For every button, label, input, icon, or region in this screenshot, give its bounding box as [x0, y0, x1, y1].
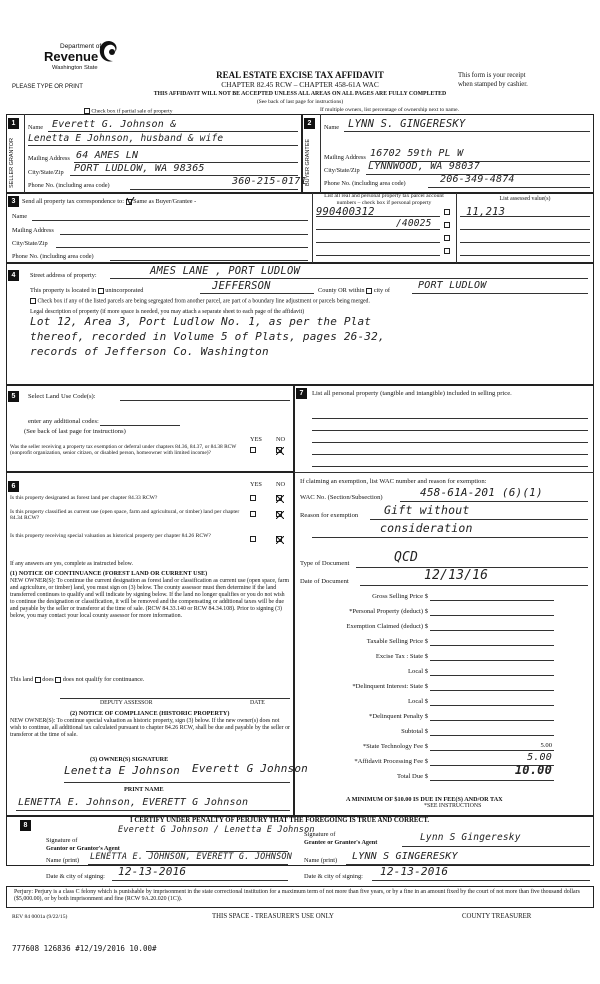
- buyer-name-label: Name: [324, 124, 340, 131]
- seller-name-value[interactable]: Everett G. Johnson &: [52, 119, 177, 130]
- legal-line3[interactable]: records of Jefferson Co. Washington: [30, 345, 269, 358]
- street-label: Street address of property:: [30, 272, 97, 279]
- grantor-date-rule: [112, 880, 288, 881]
- claim-label: If claiming an exemption, list WAC number and reason for exemption:: [300, 478, 487, 485]
- see-back-header: (See back of last page for instructions): [256, 99, 344, 105]
- s6-q3-yes[interactable]: [250, 536, 256, 542]
- tax-row-rule: [430, 705, 554, 706]
- not-accepted: THIS AFFIDAVIT WILL NOT BE ACCEPTED UNLESS ALL AREAS ON ALL PAGES ARE FULLY COMPLETED: [153, 91, 447, 97]
- does-label: does: [42, 676, 54, 683]
- partial-sale-label: Check box if partial sale of property: [91, 108, 173, 115]
- assessed-rule-3: [460, 242, 590, 243]
- assessed-value[interactable]: 11,213: [466, 206, 506, 218]
- street-value[interactable]: AMES LANE , PORT LUDLOW: [150, 265, 300, 277]
- personal-property-checkbox-2[interactable]: [444, 222, 450, 228]
- doc-type-label: Type of Document: [300, 560, 350, 567]
- s5-no-checkbox[interactable]: [276, 447, 282, 453]
- land-use-label: Select Land Use Code(s):: [28, 393, 96, 400]
- segregated-label: Check box if any of the listed parcels are being segregated from another parcel, are part of a boundary line adjustment or parcels being merged.: [37, 298, 370, 305]
- assessed-rule-1: [460, 216, 590, 217]
- grantor-sig-label1: Signature of: [46, 837, 78, 844]
- grantee-sig-label2: Grantee or Grantee's Agent: [304, 839, 378, 846]
- enter-codes-rule: [100, 425, 180, 426]
- tax-row-label: *Affidavit Processing Fee $: [354, 758, 428, 765]
- s6-no: NO: [276, 481, 286, 488]
- grantor-date-value[interactable]: 12-13-2016: [118, 865, 187, 878]
- s3-divider: [312, 193, 313, 263]
- deputy-rule: [60, 698, 290, 699]
- see-instructions: *SEE INSTRUCTIONS: [424, 803, 482, 809]
- dept-line1: Department of: [60, 43, 102, 50]
- parcel-rule-2: [316, 229, 440, 230]
- wac-rule: [400, 501, 588, 502]
- print-name-rule: [16, 810, 290, 811]
- receipt-stamp: 777608 126836 #12/19/2016 10.00#: [12, 944, 157, 953]
- does-checkbox[interactable]: [35, 677, 41, 683]
- located-row: [30, 287, 143, 294]
- owner-sig-2[interactable]: Everett G Johnson: [192, 762, 308, 775]
- tax-row-rule: [430, 600, 554, 601]
- owner-sig-label: (3) OWNER(S) SIGNATURE: [90, 756, 169, 763]
- s6-q2-yes[interactable]: [250, 511, 256, 517]
- tax-row-label: Taxable Selling Price $: [366, 638, 428, 645]
- tax-row-label: *State Technology Fee $: [362, 743, 428, 750]
- parcel-rule-3: [316, 242, 440, 243]
- legal-line1[interactable]: Lot 12, Area 3, Port Ludlow No. 1, as per the Plat: [30, 315, 372, 328]
- s3-phone-rule: [110, 260, 308, 261]
- doc-date-value[interactable]: 12/13/16: [424, 568, 489, 583]
- personal-property-checkbox-4[interactable]: [444, 248, 450, 254]
- s3-name-label: Name: [12, 213, 28, 220]
- s6-q1: Is this property designated as forest land per chapter 84.33 RCW?: [10, 495, 158, 501]
- reason-rule-2: [312, 537, 588, 538]
- segregated-row: [30, 298, 370, 305]
- legal-label: Legal description of property (if more space is needed, you may attach a separate sheet to each page of the affidavit): [30, 309, 305, 315]
- parcel-number-1[interactable]: 990400312: [316, 206, 375, 218]
- seller-phone-label: Phone No. (including area code): [28, 182, 110, 189]
- section6-number: 6: [8, 481, 19, 492]
- exemption-question: Was the seller receiving a property tax exemption or deferral under chapters 84.36, 84.37, or 84.38 RCW (nonprofit organization, senior citizen, or disabled person, homeowner with limited income)?: [10, 444, 237, 457]
- city-rule: [412, 293, 588, 294]
- section8-number: 8: [20, 820, 31, 831]
- assessed-rule-2: [460, 229, 590, 230]
- s3-city-label: City/State/Zip: [12, 240, 48, 247]
- tax-row-rule: [430, 645, 554, 646]
- seller-name2-rule: [28, 145, 298, 146]
- county-value[interactable]: JEFFERSON: [212, 280, 271, 292]
- city-value[interactable]: PORT LUDLOW: [418, 280, 487, 291]
- notice1-title: (1) NOTICE OF CONTINUANCE (FOREST LAND OR CURRENT USE): [10, 570, 208, 577]
- seller-name-label: Name: [28, 124, 44, 131]
- x-mark-icon: [276, 536, 284, 544]
- same-as-buyer-label: Same as Buyer/Grantee: [133, 198, 193, 205]
- s5-yes-checkbox[interactable]: [250, 447, 256, 453]
- wac-label: WAC No. (Section/Subsection): [300, 494, 383, 501]
- pp-rule-3: [312, 442, 588, 443]
- grantor-signature[interactable]: Everett G Johnson / Lenetta E Johnson: [118, 825, 315, 835]
- seller-address-value[interactable]: 64 AMES LN: [76, 150, 139, 161]
- owner-sig-rule: [64, 782, 290, 783]
- seller-city-value[interactable]: PORT LUDLOW, WA 98365: [74, 163, 205, 174]
- doc-date-label: Date of Document: [300, 578, 349, 585]
- qualify-label: qualify for continuance.: [85, 676, 145, 683]
- section4-number: 4: [8, 270, 19, 281]
- s7-separator: [294, 472, 594, 473]
- buyer-city-value[interactable]: LYNNWOOD, WA 98037: [368, 161, 480, 172]
- form-chapter: CHAPTER 82.45 RCW – CHAPTER 458-61A WAC: [221, 80, 379, 89]
- tax-row-rule: [430, 660, 554, 661]
- dept-line2: Revenue: [44, 49, 99, 64]
- tax-row-rule: [430, 780, 554, 781]
- buyer-section-number: 2: [304, 118, 315, 129]
- s6-q3-no[interactable]: [276, 536, 282, 542]
- buyer-divider: [320, 114, 321, 193]
- personal-property-checkbox-3[interactable]: [444, 235, 450, 241]
- notice2-title: (2) NOTICE OF COMPLIANCE (HISTORIC PROPERTY): [70, 710, 230, 717]
- county-rule: [200, 293, 314, 294]
- tax-row-label: Gross Selling Price $: [372, 593, 428, 600]
- parcel-list-label2: numbers – check box if personal property: [336, 200, 432, 206]
- seller-address-label: Mailing Address: [28, 155, 70, 162]
- tax-row-value[interactable]: 5.00: [527, 752, 552, 763]
- grantee-date-label: Date & city of signing:: [304, 873, 363, 880]
- grantor-name-label: Name (print): [46, 857, 80, 864]
- seller-phone-rule: [130, 189, 298, 190]
- treasurer-use: THIS SPACE - TREASURER'S USE ONLY: [212, 913, 334, 920]
- seller-side-label: SELLER GRANTOR: [9, 137, 15, 188]
- pp-rule-5: [312, 466, 588, 467]
- dept-line3: Washington State: [52, 65, 98, 71]
- tax-row-rule: [430, 690, 554, 691]
- buyer-phone-rule: [428, 187, 590, 188]
- form-title: REAL ESTATE EXCISE TAX AFFIDAVIT: [216, 70, 384, 80]
- s6-q1-no[interactable]: [276, 495, 282, 501]
- dor-swoosh-icon: [98, 40, 120, 64]
- s6-q3: Is this property receiving special valuation as historical property per chapter 84.26 RCW?: [10, 533, 211, 539]
- buyer-address-label: Mailing Address: [324, 154, 366, 161]
- grantee-date-rule: [372, 880, 590, 881]
- notice2-text: NEW OWNER(S): To continue special valuation as historic property, sign (3) below. If the new owner(s) does not wish to continue, all additional tax calculated pursuant to chapter 84.26 RCW, shall be due and payable by the seller or transferor at the time of sale.: [10, 718, 290, 738]
- parcel-rule-4: [316, 255, 440, 256]
- parcel-list-label1: List all real and personal property tax parcel account: [324, 193, 444, 199]
- certify-text: I CERTIFY UNDER PENALTY OF PERJURY THAT THE FOREGOING IS TRUE AND CORRECT.: [130, 817, 430, 824]
- pp-rule-4: [312, 454, 588, 455]
- legal-line2[interactable]: thereof, recorded in Volume 5 of Plats, pages 26-32,: [30, 330, 385, 343]
- s6-q1-yes[interactable]: [250, 495, 256, 501]
- seller-phone-value[interactable]: 360-215-0171: [232, 176, 307, 187]
- tax-row-label: Total Due $: [396, 773, 428, 780]
- send-correspondence: Send all property tax correspondence to: Same as Buyer/Grantee -: [22, 198, 197, 205]
- grantor-name-value[interactable]: LENETTA E. JOHNSON, EVERETT G. JOHNSON: [90, 852, 293, 862]
- date-label-s6: DATE: [250, 700, 265, 706]
- tax-row-label: *Personal Property (deduct) $: [349, 608, 428, 615]
- grantee-name-label: Name (print): [304, 857, 338, 864]
- grantor-date-label: Date & city of signing:: [46, 873, 105, 880]
- s3-city-rule: [56, 247, 308, 248]
- reason-value-2[interactable]: consideration: [380, 521, 473, 535]
- tax-row-label: Excise Tax : State $: [375, 653, 428, 660]
- tax-row-label: *Delinquent Interest: State $: [352, 683, 428, 690]
- parcel-rule-1: [316, 216, 440, 217]
- tax-row-label: Local $: [408, 668, 428, 675]
- seller-city-label: City/State/Zip: [28, 169, 64, 176]
- grantee-sig-label1: Signature of: [304, 831, 336, 838]
- pp-rule-2: [312, 430, 588, 431]
- wac-value[interactable]: 458-61A-201 (6)(1): [420, 486, 543, 499]
- print-name-value[interactable]: LENETTA E. Johnson, EVERETT G Johnson: [18, 797, 249, 808]
- buyer-name-value[interactable]: LYNN S. GINGERESKY: [348, 118, 466, 130]
- assessed-rule-4: [460, 255, 590, 256]
- seller-name-value2[interactable]: Lenetta E Johnson, husband & wife: [28, 133, 224, 144]
- buyer-address-value[interactable]: 16702 59th PL W: [370, 148, 464, 159]
- s3-address-rule: [60, 234, 308, 235]
- county-treasurer: COUNTY TREASURER: [462, 913, 532, 920]
- street-rule: [110, 278, 588, 279]
- deputy-label: DEPUTY ASSESSOR: [100, 700, 153, 706]
- located-label: This property is located in: [30, 287, 97, 294]
- x-mark-icon: [276, 495, 284, 503]
- grantee-signature[interactable]: Lynn S Gingeresky: [420, 832, 521, 843]
- segregated-checkbox[interactable]: [30, 298, 36, 304]
- city-of-label: city of: [373, 287, 390, 294]
- county-label: County OR within: [318, 287, 365, 294]
- receipt-line1: This form is your receipt: [458, 72, 526, 79]
- s6-q2-no[interactable]: [276, 511, 282, 517]
- unincorporated-checkbox[interactable]: [98, 288, 104, 294]
- tax-row-value[interactable]: 5.00: [540, 742, 552, 749]
- tax-row-rule: [430, 720, 554, 721]
- tax-row-rule: [430, 630, 554, 631]
- section3-number: 3: [8, 196, 19, 207]
- does-not-checkbox[interactable]: [55, 677, 61, 683]
- s3-address-label: Mailing Address: [12, 227, 54, 234]
- city-of-checkbox[interactable]: [366, 288, 372, 294]
- s3-phone-label: Phone No. (including area code): [12, 253, 94, 260]
- s6-yes: YES: [250, 481, 262, 488]
- seller-section-number: 1: [8, 118, 19, 129]
- grantee-name-value[interactable]: LYNN S GINGERESKY: [352, 851, 458, 862]
- tax-row-label: Subtotal $: [401, 728, 428, 735]
- personal-prop-label: List all personal property (tangible and intangible) included in selling price.: [312, 390, 512, 397]
- this-land-row: [10, 676, 144, 683]
- tax-row-rule: [430, 615, 554, 616]
- buyer-phone-value[interactable]: 206-349-4874: [440, 174, 515, 185]
- seller-divider: [24, 114, 25, 193]
- s6-q2: Is this property classified as current use (open space, farm and agricultural, or timber) land per chapter 84.34 RCW?: [10, 509, 240, 522]
- doc-type-value[interactable]: QCD: [394, 550, 419, 565]
- personal-property-checkbox-1[interactable]: [444, 209, 450, 215]
- buyer-city-label: City/State/Zip: [324, 167, 360, 174]
- seller-name-rule: [48, 131, 298, 132]
- this-land-label: This land: [10, 676, 34, 683]
- pp-rule-1: [312, 418, 588, 419]
- unincorporated-label: unincorporated: [105, 287, 144, 294]
- s3-divider2: [456, 193, 457, 263]
- buyer-side-label: BUYER GRANTEE: [305, 138, 311, 187]
- print-name-label: PRINT NAME: [124, 786, 164, 793]
- tax-row-rule: [430, 750, 554, 751]
- receipt-line2: when stamped by cashier.: [458, 81, 528, 88]
- tax-row-label: Local $: [408, 698, 428, 705]
- tax-row-label: *Delinquent Penalty $: [369, 713, 428, 720]
- buyer-name-rule: [344, 131, 590, 132]
- rev-label: REV 84 0001a (9/22/15): [12, 914, 68, 920]
- owner-sig-1[interactable]: Lenetta E Johnson: [64, 764, 180, 777]
- parcel-number-2[interactable]: /40025: [396, 218, 432, 229]
- see-back-codes: (See back of last page for instructions): [24, 428, 126, 435]
- county-or-within: [318, 287, 390, 294]
- multiple-owners: If multiple owners, list percentage of ownership next to name.: [320, 107, 460, 113]
- assessed-label: List assessed value(s): [499, 196, 551, 202]
- grantor-sig-label2: Grantor or Grantor's Agent: [46, 845, 120, 852]
- tax-row-value[interactable]: 10.00: [514, 763, 552, 777]
- reason-value-1[interactable]: Gift without: [384, 503, 470, 517]
- x-mark-icon: [276, 447, 284, 455]
- enter-codes: enter any additional codes:: [28, 418, 99, 425]
- tax-row-label: Exemption Claimed (deduct) $: [346, 623, 428, 630]
- s3-name-rule: [32, 220, 308, 221]
- dor-logo: [8, 40, 123, 80]
- doc-date-rule: [360, 585, 588, 586]
- please-type: PLEASE TYPE OR PRINT: [12, 84, 83, 90]
- x-mark-icon: [276, 511, 284, 519]
- land-use-rule: [120, 400, 290, 401]
- perjury-text: Perjury: Perjury is a class C felony which is punishable by imprisonment in the state correctional institution for a maximum term of not more than five years, or by a fine in an amount fixed by the court of not more than five thousand dollars ($5,000.00), or by both imprisonment and fine (RCW 9A.20.020 (1C)).: [14, 889, 580, 902]
- does-not-label: does not: [62, 676, 84, 683]
- if-yes-note: If any answers are yes, complete as instructed below.: [10, 561, 133, 567]
- same-as-buyer-checkbox[interactable]: [126, 199, 132, 205]
- tax-row-rule: [430, 675, 554, 676]
- section7-number: 7: [296, 388, 307, 399]
- checkmark-icon: [126, 197, 135, 206]
- minimum-due: A MINIMUM OF $10.00 IS DUE IN FEE(S) AND/OR TAX: [346, 796, 503, 803]
- s5-yes: YES: [250, 436, 262, 443]
- send-label: Send all property tax correspondence to:: [22, 198, 124, 205]
- notice1-text: NEW OWNER(S): To continue the current designation as forest land or classification as current use (open space, farm and agriculture, or timber) land, you must sign on (3) below. The county assessor must then determine if the land transferred continues to qualify and will indicate by signing below. If the land no longer qualifies or you do not wish to continue the designation or classification, it will be removed and the compensating or additional taxes will be due and payable by the seller or transferor at the time of sale. (RCW 84.33.140 or RCW 84.34.108). Prior to signing (3) below, you may contact your local county assessor for more information.: [10, 578, 290, 619]
- section5-number: 5: [8, 391, 19, 402]
- tax-row-rule: [430, 735, 554, 736]
- grantee-sig-rule: [402, 846, 590, 847]
- grantee-date-value[interactable]: 12-13-2016: [380, 865, 449, 878]
- reason-rule-1: [370, 519, 588, 520]
- reason-label: Reason for exemption: [300, 512, 359, 519]
- s5-no: NO: [276, 436, 286, 443]
- buyer-phone-label: Phone No. (including area code): [324, 180, 406, 187]
